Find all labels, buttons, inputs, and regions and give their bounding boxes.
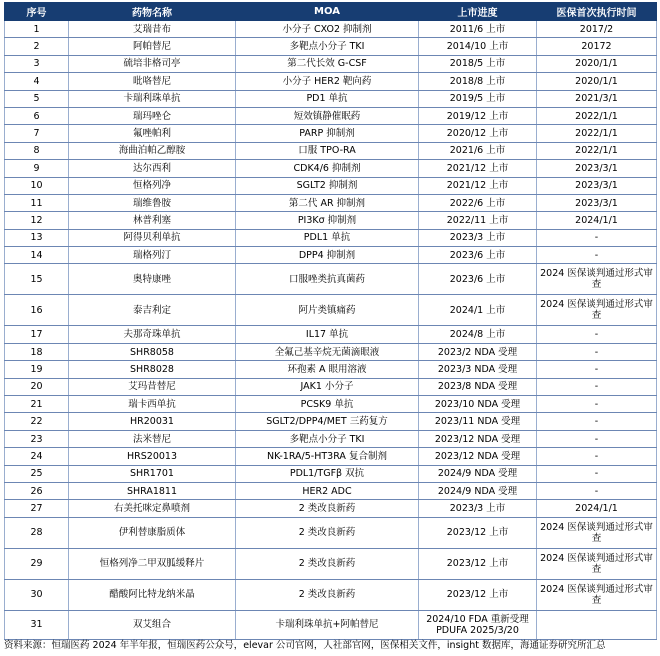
cell-drug-name: 林普利塞 xyxy=(69,212,236,229)
cell-no: 15 xyxy=(5,264,69,295)
cell-insurance: 2023/3/1 xyxy=(537,160,657,177)
cell-drug-name: 瑞格列汀 xyxy=(69,247,236,264)
table-row xyxy=(5,448,657,465)
cell-progress: 2018/8 上市 xyxy=(419,73,537,90)
cell-insurance: 2024 医保谈判通过形式审查 xyxy=(537,295,657,326)
cell-drug-name: 吡咯替尼 xyxy=(69,73,236,90)
cell-drug-name: 恒格列净 xyxy=(69,177,236,194)
cell-insurance: 2023/3/1 xyxy=(537,194,657,211)
cell-insurance: 2020/1/1 xyxy=(537,55,657,72)
cell-progress: 2024/10 FDA 重新受理 PDUFA 2025/3/20 xyxy=(419,610,537,639)
header-no: 序号 xyxy=(5,3,69,21)
cell-drug-name: HR20031 xyxy=(69,413,236,430)
source-note: 资料来源：恒瑞医药 2024 年半年报，恒瑞医药公众号，elevar 公司官网，人社部官网，医保相关文件，insight 数据库，海通证券研究所汇总 xyxy=(4,640,606,651)
cell-no: 28 xyxy=(5,517,69,548)
cell-no: 29 xyxy=(5,548,69,579)
cell-insurance xyxy=(537,610,657,639)
cell-drug-name: 氟唑帕利 xyxy=(69,125,236,142)
cell-moa: 小分子 CXO2 抑制剂 xyxy=(236,21,419,38)
cell-drug-name: SHR8028 xyxy=(69,361,236,378)
cell-progress: 2024/9 NDA 受理 xyxy=(419,482,537,499)
cell-insurance: 2022/1/1 xyxy=(537,107,657,124)
cell-progress: 2023/3 上市 xyxy=(419,229,537,246)
table-row xyxy=(5,430,657,447)
cell-progress: 2023/3 上市 xyxy=(419,500,537,517)
table-row xyxy=(5,396,657,413)
cell-drug-name: 法米替尼 xyxy=(69,430,236,447)
header-row xyxy=(5,3,657,21)
cell-insurance: 2024 医保谈判通过形式审查 xyxy=(537,264,657,295)
cell-insurance: 2024 医保谈判通过形式审查 xyxy=(537,579,657,610)
table-row xyxy=(5,142,657,159)
cell-no: 14 xyxy=(5,247,69,264)
cell-drug-name: 夫那奇珠单抗 xyxy=(69,326,236,343)
cell-progress: 2023/12 上市 xyxy=(419,517,537,548)
cell-no: 16 xyxy=(5,295,69,326)
cell-drug-name: 泰吉利定 xyxy=(69,295,236,326)
cell-no: 2 xyxy=(5,38,69,55)
cell-no: 8 xyxy=(5,142,69,159)
cell-moa: PARP 抑制剂 xyxy=(236,125,419,142)
cell-moa: 2 类改良新药 xyxy=(236,500,419,517)
cell-progress: 2023/3 NDA 受理 xyxy=(419,361,537,378)
cell-insurance: 2021/3/1 xyxy=(537,90,657,107)
table-row xyxy=(5,21,657,38)
table-row xyxy=(5,107,657,124)
table-row xyxy=(5,264,657,295)
cell-moa: 多靶点小分子 TKI xyxy=(236,38,419,55)
cell-moa: HER2 ADC xyxy=(236,482,419,499)
cell-drug-name: 艾瑞昔布 xyxy=(69,21,236,38)
cell-moa: PDL1/TGFβ 双抗 xyxy=(236,465,419,482)
table-row xyxy=(5,247,657,264)
cell-progress: 2023/12 NDA 受理 xyxy=(419,430,537,447)
cell-drug-name: 醋酸阿比特龙纳米晶 xyxy=(69,579,236,610)
cell-no: 9 xyxy=(5,160,69,177)
cell-no: 6 xyxy=(5,107,69,124)
cell-insurance: - xyxy=(537,326,657,343)
table-row xyxy=(5,212,657,229)
cell-moa: 2 类改良新药 xyxy=(236,579,419,610)
cell-progress: 2023/12 NDA 受理 xyxy=(419,448,537,465)
cell-no: 5 xyxy=(5,90,69,107)
cell-progress: 2023/6 上市 xyxy=(419,264,537,295)
table-row xyxy=(5,610,657,639)
cell-moa: CDK4/6 抑制剂 xyxy=(236,160,419,177)
cell-moa: PI3Kσ 抑制剂 xyxy=(236,212,419,229)
table-row xyxy=(5,160,657,177)
drug-pipeline-table-wrapper xyxy=(4,2,656,640)
cell-no: 30 xyxy=(5,579,69,610)
cell-moa: 口服唑类抗真菌药 xyxy=(236,264,419,295)
cell-drug-name: 达尔西利 xyxy=(69,160,236,177)
cell-progress: 2022/11 上市 xyxy=(419,212,537,229)
cell-insurance: 2023/3/1 xyxy=(537,177,657,194)
cell-drug-name: 瑞维鲁胺 xyxy=(69,194,236,211)
cell-drug-name: 海曲泊帕乙醇胺 xyxy=(69,142,236,159)
cell-moa: PDL1 单抗 xyxy=(236,229,419,246)
cell-insurance: - xyxy=(537,247,657,264)
cell-no: 7 xyxy=(5,125,69,142)
cell-moa: 阿片类镇痛药 xyxy=(236,295,419,326)
cell-no: 20 xyxy=(5,378,69,395)
cell-no: 1 xyxy=(5,21,69,38)
cell-progress: 2023/6 上市 xyxy=(419,247,537,264)
drug-pipeline-table xyxy=(4,2,657,640)
cell-no: 12 xyxy=(5,212,69,229)
cell-moa: PD1 单抗 xyxy=(236,90,419,107)
table-row xyxy=(5,500,657,517)
cell-progress: 2022/6 上市 xyxy=(419,194,537,211)
cell-insurance: - xyxy=(537,430,657,447)
cell-progress: 2023/8 NDA 受理 xyxy=(419,378,537,395)
cell-progress: 2021/12 上市 xyxy=(419,160,537,177)
cell-no: 21 xyxy=(5,396,69,413)
cell-no: 26 xyxy=(5,482,69,499)
cell-insurance: - xyxy=(537,448,657,465)
cell-insurance: - xyxy=(537,343,657,360)
cell-progress: 2021/6 上市 xyxy=(419,142,537,159)
cell-progress: 2024/8 上市 xyxy=(419,326,537,343)
header-insurance: 医保首次执行时间 xyxy=(537,3,657,21)
cell-insurance: 2020/1/1 xyxy=(537,73,657,90)
cell-moa: 口服 TPO-RA xyxy=(236,142,419,159)
cell-insurance: 2024 医保谈判通过形式审查 xyxy=(537,548,657,579)
table-row xyxy=(5,517,657,548)
cell-moa: 多靶点小分子 TKI xyxy=(236,430,419,447)
cell-no: 22 xyxy=(5,413,69,430)
cell-insurance: 2022/1/1 xyxy=(537,125,657,142)
cell-moa: 全氟己基辛烷无菌滴眼液 xyxy=(236,343,419,360)
table-row xyxy=(5,361,657,378)
cell-progress: 2024/9 NDA 受理 xyxy=(419,465,537,482)
cell-insurance: - xyxy=(537,465,657,482)
cell-no: 3 xyxy=(5,55,69,72)
table-row xyxy=(5,55,657,72)
cell-progress: 2023/12 上市 xyxy=(419,548,537,579)
cell-progress: 2023/12 上市 xyxy=(419,579,537,610)
table-row xyxy=(5,229,657,246)
cell-progress: 2024/1 上市 xyxy=(419,295,537,326)
cell-insurance: 2024/1/1 xyxy=(537,212,657,229)
cell-progress: 2019/5 上市 xyxy=(419,90,537,107)
cell-no: 18 xyxy=(5,343,69,360)
cell-no: 13 xyxy=(5,229,69,246)
cell-no: 23 xyxy=(5,430,69,447)
cell-insurance: 2024/1/1 xyxy=(537,500,657,517)
cell-progress: 2014/10 上市 xyxy=(419,38,537,55)
table-row xyxy=(5,125,657,142)
cell-drug-name: 瑞玛唑仑 xyxy=(69,107,236,124)
cell-insurance: - xyxy=(537,482,657,499)
cell-insurance: - xyxy=(537,361,657,378)
cell-no: 4 xyxy=(5,73,69,90)
cell-no: 17 xyxy=(5,326,69,343)
table-row xyxy=(5,548,657,579)
cell-no: 19 xyxy=(5,361,69,378)
cell-moa: 第二代长效 G-CSF xyxy=(236,55,419,72)
cell-drug-name: 瑞卡西单抗 xyxy=(69,396,236,413)
table-row xyxy=(5,579,657,610)
cell-moa: 短效镇静催眠药 xyxy=(236,107,419,124)
table-row xyxy=(5,90,657,107)
cell-drug-name: 硫培非格司亭 xyxy=(69,55,236,72)
cell-moa: 卡瑞利珠单抗+阿帕替尼 xyxy=(236,610,419,639)
table-row xyxy=(5,413,657,430)
cell-moa: NK-1RA/5-HT3RA 复合制剂 xyxy=(236,448,419,465)
cell-drug-name: HRS20013 xyxy=(69,448,236,465)
cell-moa: JAK1 小分子 xyxy=(236,378,419,395)
cell-progress: 2023/11 NDA 受理 xyxy=(419,413,537,430)
cell-no: 10 xyxy=(5,177,69,194)
cell-moa: DPP4 抑制剂 xyxy=(236,247,419,264)
cell-progress: 2019/12 上市 xyxy=(419,107,537,124)
cell-insurance: - xyxy=(537,229,657,246)
cell-no: 25 xyxy=(5,465,69,482)
header-progress: 上市进度 xyxy=(419,3,537,21)
table-row xyxy=(5,482,657,499)
cell-drug-name: 卡瑞利珠单抗 xyxy=(69,90,236,107)
cell-drug-name: SHR8058 xyxy=(69,343,236,360)
cell-moa: 环孢素 A 眼用溶液 xyxy=(236,361,419,378)
table-row xyxy=(5,194,657,211)
cell-drug-name: 伊利替康脂质体 xyxy=(69,517,236,548)
cell-no: 24 xyxy=(5,448,69,465)
cell-insurance: 2022/1/1 xyxy=(537,142,657,159)
cell-moa: 小分子 HER2 靶向药 xyxy=(236,73,419,90)
cell-insurance: - xyxy=(537,378,657,395)
cell-insurance: - xyxy=(537,413,657,430)
table-row xyxy=(5,38,657,55)
header-drug-name: 药物名称 xyxy=(69,3,236,21)
cell-moa: IL17 单抗 xyxy=(236,326,419,343)
cell-no: 11 xyxy=(5,194,69,211)
cell-drug-name: 恒格列净二甲双胍缓释片 xyxy=(69,548,236,579)
cell-moa: 第二代 AR 抑制剂 xyxy=(236,194,419,211)
cell-drug-name: 艾玛昔替尼 xyxy=(69,378,236,395)
cell-progress: 2023/2 NDA 受理 xyxy=(419,343,537,360)
table-row xyxy=(5,177,657,194)
cell-drug-name: 奥特康唑 xyxy=(69,264,236,295)
cell-progress: 2011/6 上市 xyxy=(419,21,537,38)
cell-no: 27 xyxy=(5,500,69,517)
table-row xyxy=(5,343,657,360)
cell-insurance: 2024 医保谈判通过形式审查 xyxy=(537,517,657,548)
cell-moa: SGLT2/DPP4/MET 三药复方 xyxy=(236,413,419,430)
cell-progress: 2020/12 上市 xyxy=(419,125,537,142)
header-moa: MOA xyxy=(236,3,419,21)
table-row xyxy=(5,326,657,343)
cell-moa: PCSK9 单抗 xyxy=(236,396,419,413)
table-row xyxy=(5,73,657,90)
cell-insurance: - xyxy=(537,396,657,413)
cell-progress: 2021/12 上市 xyxy=(419,177,537,194)
cell-drug-name: SHRA1811 xyxy=(69,482,236,499)
cell-moa: SGLT2 抑制剂 xyxy=(236,177,419,194)
cell-drug-name: 右美托咪定鼻喷剂 xyxy=(69,500,236,517)
cell-moa: 2 类改良新药 xyxy=(236,548,419,579)
cell-drug-name: 阿得贝利单抗 xyxy=(69,229,236,246)
table-row xyxy=(5,378,657,395)
cell-drug-name: SHR1701 xyxy=(69,465,236,482)
table-row xyxy=(5,465,657,482)
cell-insurance: 2017/2 xyxy=(537,21,657,38)
cell-drug-name: 阿帕替尼 xyxy=(69,38,236,55)
cell-progress: 2023/10 NDA 受理 xyxy=(419,396,537,413)
table-body xyxy=(5,21,657,640)
table-row xyxy=(5,295,657,326)
cell-progress: 2018/5 上市 xyxy=(419,55,537,72)
cell-no: 31 xyxy=(5,610,69,639)
cell-insurance: 20172 xyxy=(537,38,657,55)
cell-drug-name: 双艾组合 xyxy=(69,610,236,639)
cell-moa: 2 类改良新药 xyxy=(236,517,419,548)
